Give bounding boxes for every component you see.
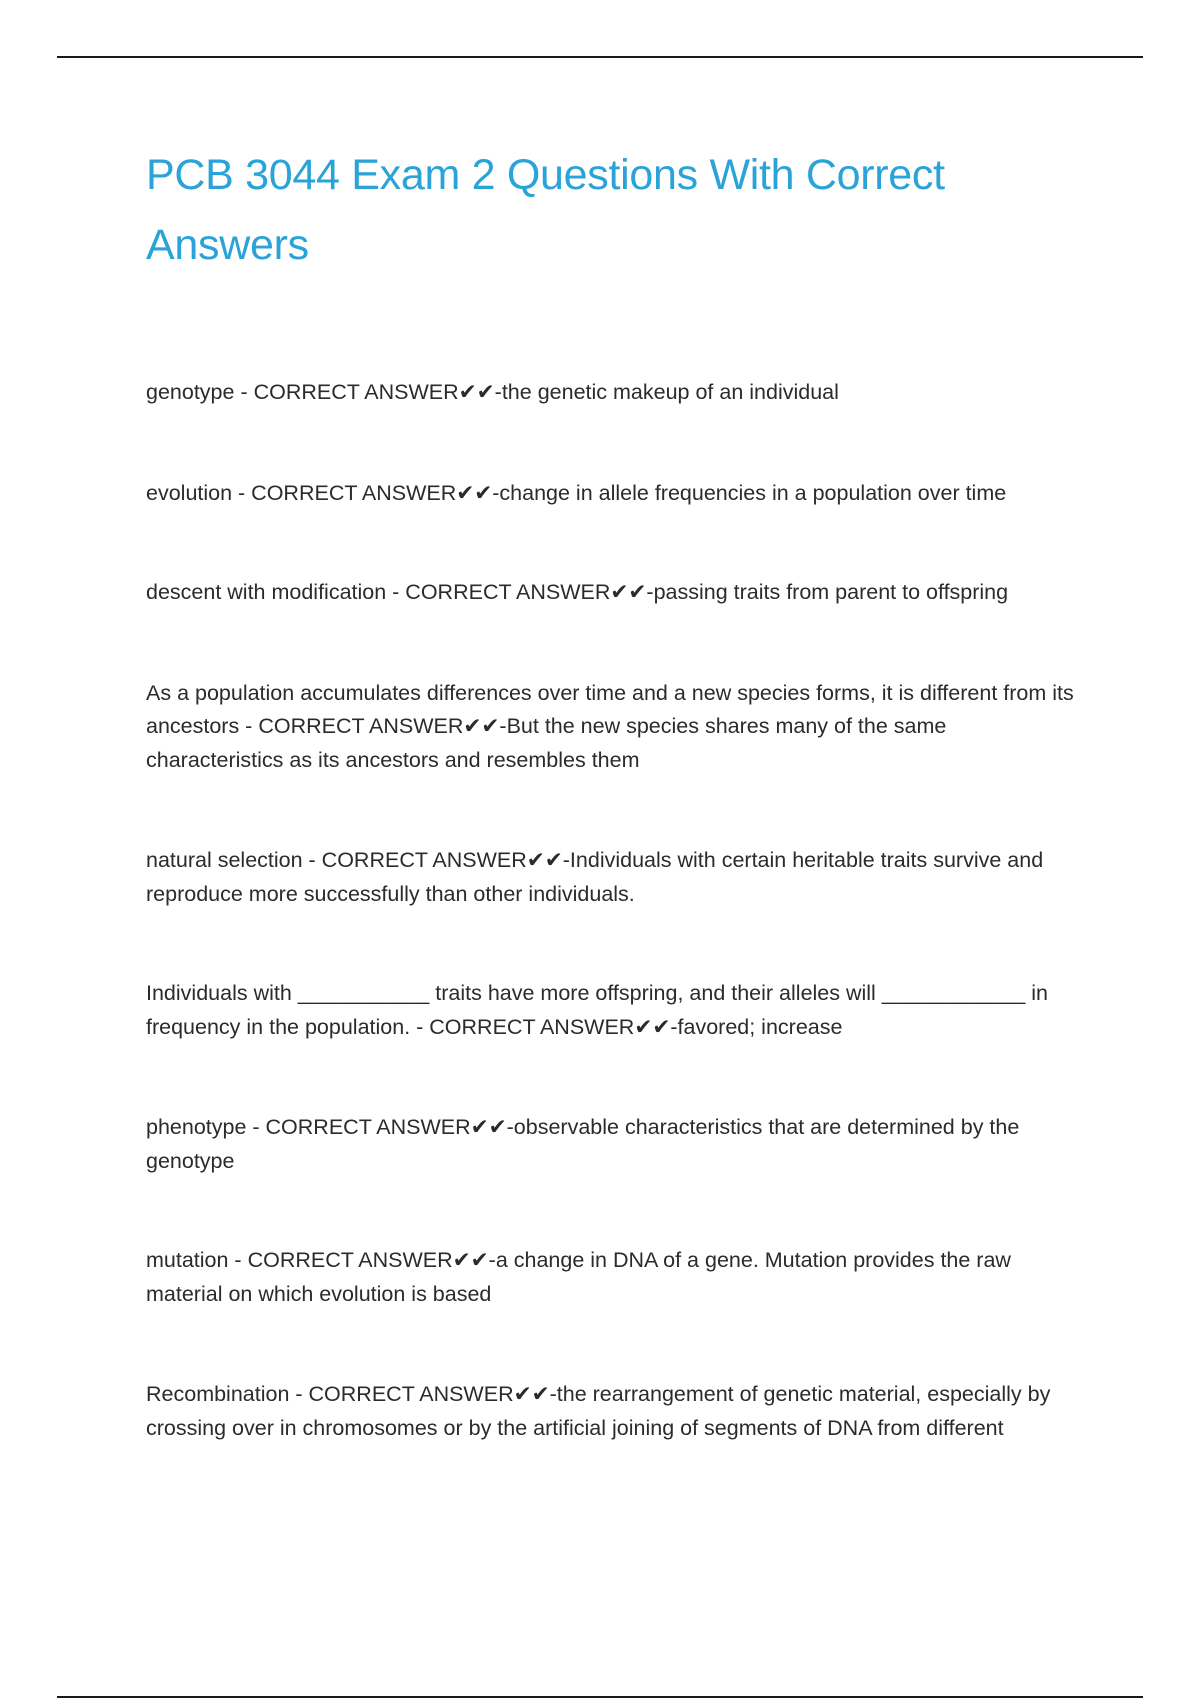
page-title: PCB 3044 Exam 2 Questions With Correct Answers — [146, 151, 945, 269]
document-body — [146, 140, 1076, 1445]
footer-rule — [57, 1696, 1143, 1698]
qa-entry: mutation - CORRECT ANSWER✔✔-a change in DNA of a gene. Mutation provides the raw material on which evolution is based — [146, 1248, 1011, 1306]
qa-entry: evolution - CORRECT ANSWER✔✔-change in allele frequencies in a population over time — [146, 480, 1007, 505]
qa-entry: As a population accumulates differences over time and a new species forms, it is different from its ancestors - CORRECT ANSWER✔✔-But the new species shares many of the same characteristics as its ancestors and resembles them — [146, 680, 1074, 772]
qa-entry: genotype - CORRECT ANSWER✔✔-the genetic makeup of an individual — [146, 380, 839, 404]
qa-entry: Recombination - CORRECT ANSWER✔✔-the rearrangement of genetic material, especially by crossing over in chromosomes or by the artificial joining of segments of DNA from different — [146, 1382, 1051, 1440]
qa-list — [146, 376, 1076, 1445]
qa-entry: descent with modification - CORRECT ANSWER✔✔-passing traits from parent to offspring — [146, 580, 1009, 604]
qa-entry: Individuals with ___________ traits have more offspring, and their alleles will ____________ in frequency in the population. - CORRECT ANSWER✔✔-favored; increase — [146, 981, 1049, 1039]
qa-entry: phenotype - CORRECT ANSWER✔✔-observable characteristics that are determined by the genotype — [146, 1115, 1020, 1173]
header-rule — [57, 56, 1143, 58]
qa-entry: natural selection - CORRECT ANSWER✔✔-Individuals with certain heritable traits survive and reproduce more successfully than other individuals. — [146, 848, 1044, 906]
